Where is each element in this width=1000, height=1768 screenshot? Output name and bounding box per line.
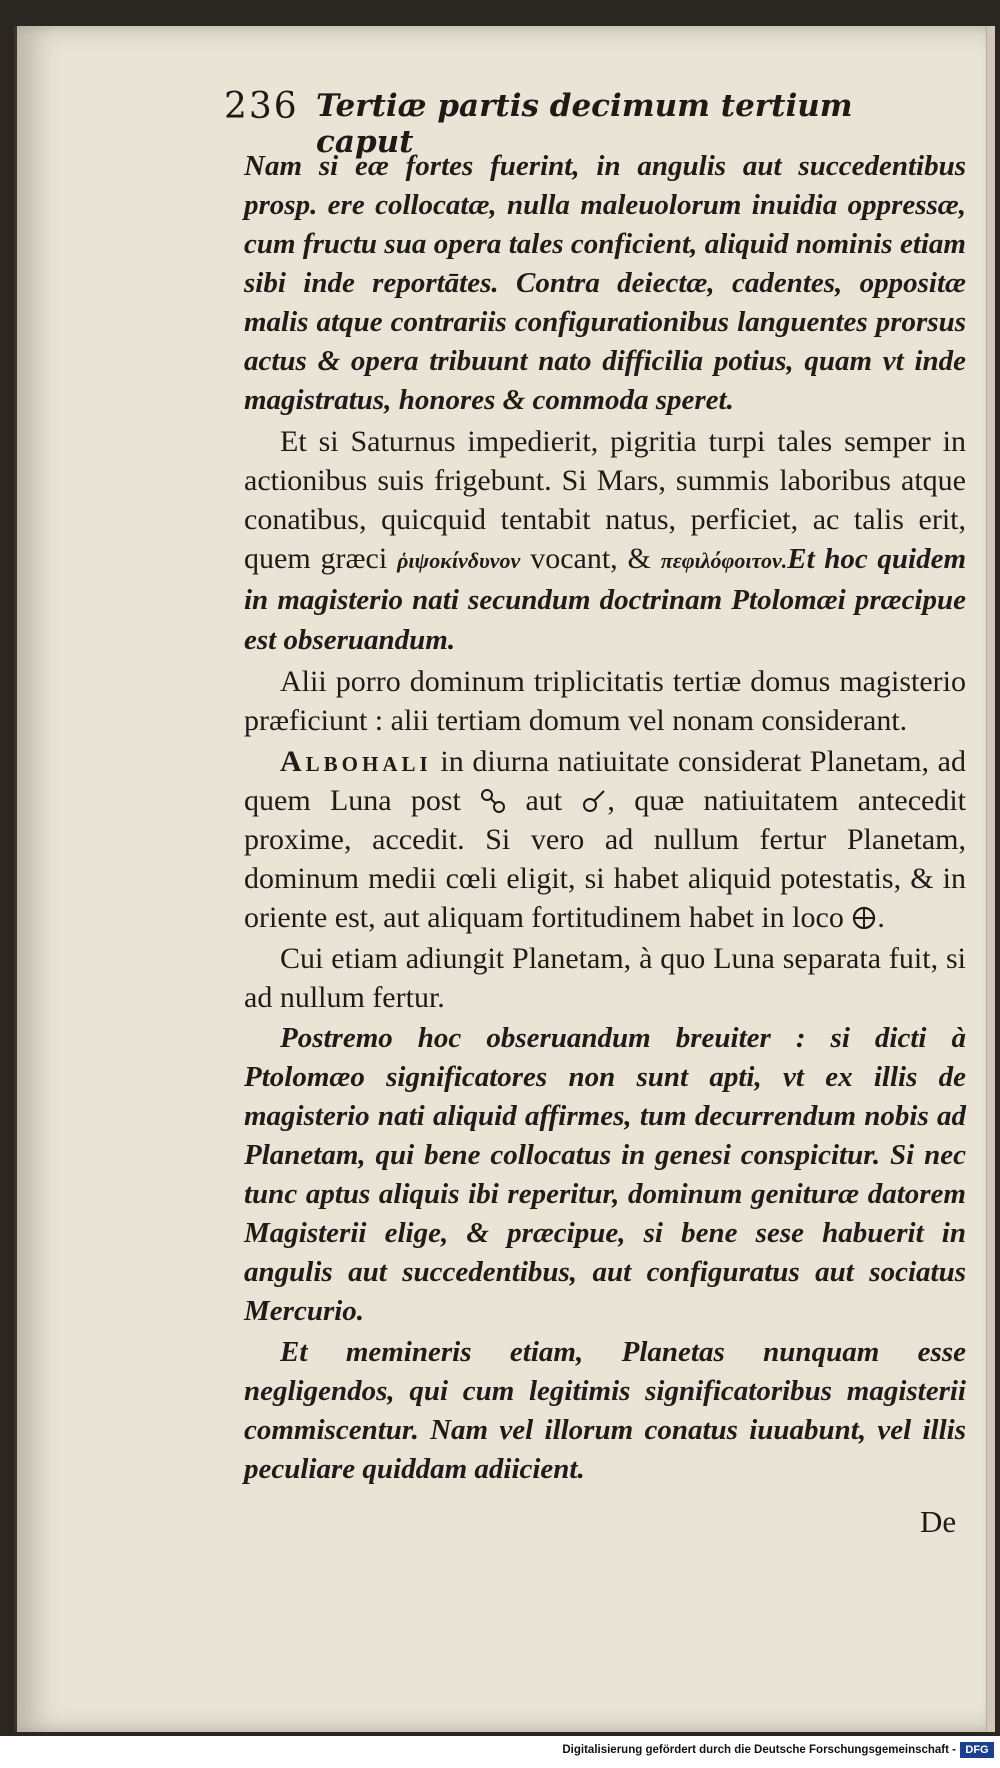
paragraph-4 (244, 742, 966, 937)
paragraph-4-text-c: , quæ natiuitatem antecedit proxime, accedit. Si vero ad nullum fertur Planetam, dominum medii cœli eligit, si habet aliquid potestatis, & in oriente est, aut aliquam fortitudinem habet in loco (244, 784, 967, 934)
paragraph-2-text-c: Et hoc quidem in magisterio nati secundum doctrinam Ptolomæi præcipue est obseruandum. (244, 543, 966, 656)
conjunction-symbol-icon (581, 788, 607, 814)
running-title: Tertiæ partis decimum tertium caput (316, 88, 853, 160)
paragraph-5: Cui etiam adiungit Planetam, à quo Luna separata fuit, si ad nullum fertur. (244, 942, 966, 1014)
page-body (244, 147, 966, 1489)
paragraph-3: Alii porro dominum triplicitatis tertiæ domus magisterio præficiunt : alii tertiam domum vel nonam considerant. (244, 665, 966, 737)
paragraph-2-text-b: vocant, & (530, 542, 651, 575)
greek-word-2: πεφιλόφοιτον. (660, 548, 788, 573)
greek-word-1: ῥιψοκίνδυνον (397, 548, 521, 573)
page-edge (986, 26, 995, 1732)
paragraph-6: Postremo hoc obseruandum breuiter : si dicti à Ptolomæo significatores non sunt apti, vt ex illis de magisterio nati aliquid affirmes, tum decurrendum nobis ad Planetam, qui bene collocatus in genesi conspicitur. Si nec tunc aptus aliquis ibi reperitur, dominum genituræ datorem Magisterii elige, & præcipue, si bene sese habuerit in angulis aut succedentibus, aut configuratus aut sociatus Mercurio. (244, 1022, 966, 1327)
paragraph-1: Nam si eæ fortes fuerint, in angulis aut succedentibus prosp. ere collocatæ, nulla maleuolorum inuidia oppressæ, cum fructu sua opera tales conficient, aliquid nominis etiam sibi inde reportātes. Contra deiectæ, cadentes, oppositæ malis atque contrariis configurationibus languentes prorsus actus & opera tribuunt nato difficilia potius, quam vt inde magistratus, honores & commoda speret. (244, 150, 966, 416)
catchword: De (920, 1504, 957, 1539)
funding-credit: Digitalisierung gefördert durch die Deutsche Forschungsgemeinschaft - (562, 1744, 956, 1756)
paragraph-4-text-a: in diurna natiuitate considerat Planetam, ad quem Luna post (244, 745, 966, 817)
digitization-footer (0, 1736, 1000, 1768)
paragraph-4-text-b: aut (525, 784, 563, 817)
paragraph-4-text-d: . (877, 901, 885, 934)
paragraph-7: Et memineris etiam, Planetas nunquam esse negligendos, qui cum legitimis significatoribus magisterii commiscentur. Nam vel illorum conatus iuuabunt, vel illis peculiare quiddam adiicient. (244, 1336, 966, 1485)
paragraph-2 (244, 422, 966, 660)
part-of-fortune-symbol-icon (851, 905, 877, 931)
paragraph-2-text-a: Et si Saturnus impedierit, pigritia turpi tales semper in actionibus suis frigebunt. Si Mars, summis laboribus atque conatibus, quicquid tentabit natus, perficiet, ac talis erit, quem græci (244, 425, 966, 575)
dfg-logo: DFG (960, 1742, 994, 1758)
page-number: 236 (224, 86, 299, 127)
opposition-symbol-icon (480, 788, 506, 814)
page-header (224, 86, 914, 160)
author-name: Albohali (280, 745, 432, 778)
